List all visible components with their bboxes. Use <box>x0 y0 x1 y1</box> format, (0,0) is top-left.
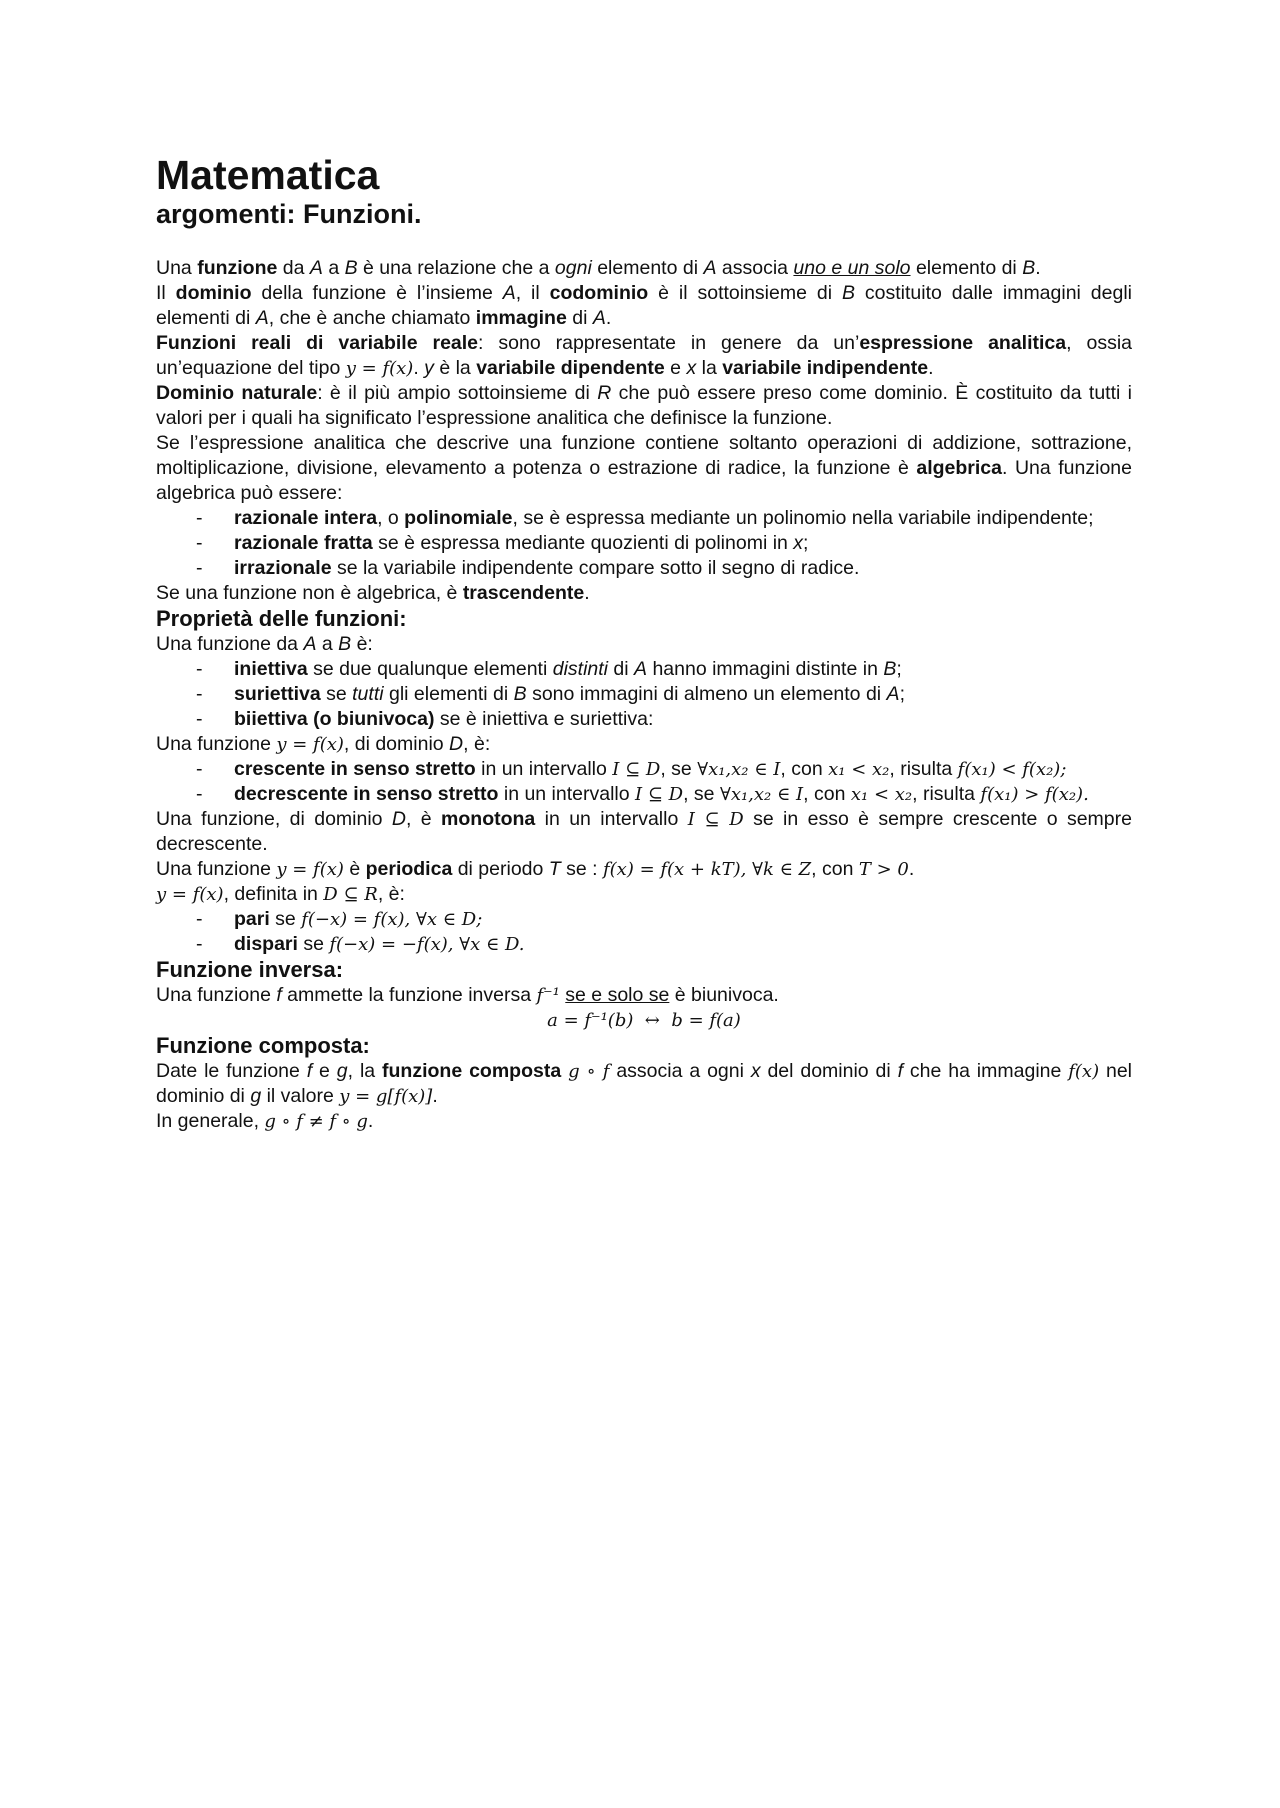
paragraph-pari-intro: y = f(x), definita in D ⊆ R, è: <box>156 883 405 905</box>
document-title: Matematica <box>156 152 380 198</box>
list-item: - razionale intera, o polinomiale, se è espressa mediante un polinomio nella variabile indipendente; <box>156 506 1132 531</box>
heading-proprieta: Proprietà delle funzioni: <box>156 606 407 631</box>
document-content <box>156 152 1132 1134</box>
list-monotonia <box>156 757 1132 807</box>
paragraph-trascendente: Se una funzione non è algebrica, è trascendente. <box>156 582 590 604</box>
paragraph-definizione-funzione: Una funzione da A a B è una relazione che a ogni elemento di A associa uno e un solo elemento di B. <box>156 257 1041 279</box>
list-item: - iniettiva se due qualunque elementi distinti di A hanno immagini distinte in B; <box>156 657 1132 682</box>
list-item: - decrescente in senso stretto in un intervallo I ⊆ D, se ∀x₁,x₂ ∈ I, con x₁ < x₂, risulta f(x₁) > f(x₂). <box>156 782 1132 807</box>
list-proprieta <box>156 657 1132 732</box>
document-subtitle: argomenti: Funzioni. <box>156 199 422 229</box>
formula-inversa: a = f⁻¹(b) ↔ b = f(a) <box>547 1010 741 1031</box>
paragraph-funzioni-reali: Funzioni reali di variabile reale: sono rappresentate in genere da un’espressione analitica, ossia un’equazione del tipo y = f(x). y è la variabile dipendente e x la variabile indipendente. <box>156 332 1133 379</box>
list-item: - biiettiva (o biunivoca) se è iniettiva e suriettiva: <box>156 707 1132 732</box>
list-funzioni-algebriche <box>156 506 1132 581</box>
heading-funzione-inversa: Funzione inversa: <box>156 957 344 982</box>
paragraph-crescente-intro: Una funzione y = f(x), di dominio D, è: <box>156 733 491 755</box>
list-item: - dispari se f(−x) = −f(x), ∀x ∈ D. <box>156 932 1132 957</box>
paragraph-composta: Date le funzione f e g, la funzione composta g ∘ f associa a ogni x del dominio di f che ha immagine f(x) nel dominio di g il valore y = g[f(x)]. <box>156 1060 1132 1107</box>
list-parita <box>156 907 1132 957</box>
heading-funzione-composta: Funzione composta: <box>156 1033 370 1058</box>
list-item: - irrazionale se la variabile indipendente compare sotto il segno di radice. <box>156 556 1132 581</box>
list-item: - suriettiva se tutti gli elementi di B sono immagini di almeno un elemento di A; <box>156 682 1132 707</box>
paragraph-proprieta-intro: Una funzione da A a B è: <box>156 633 373 655</box>
paragraph-dominio-naturale: Dominio naturale: è il più ampio sottoinsieme di R che può essere preso come dominio. È costituito da tutti i valori per i quali ha significato l’espressione analitica che definisce la funzione. <box>156 382 1132 429</box>
list-item: - pari se f(−x) = f(x), ∀x ∈ D; <box>156 907 1132 932</box>
paragraph-dominio: Il dominio della funzione è l’insieme A, il codominio è il sottoinsieme di B costituito dalle immagini degli elementi di A, che è anche chiamato immagine di A. <box>156 282 1132 329</box>
paragraph-monotona: Una funzione, di dominio D, è monotona in un intervallo I ⊆ D se in esso è sempre crescente o sempre decrescente. <box>156 808 1132 855</box>
paragraph-in-generale: In generale, g ∘ f ≠ f ∘ g. <box>156 1110 374 1132</box>
list-item: - razionale fratta se è espressa mediante quozienti di polinomi in x; <box>156 531 1132 556</box>
paragraph-funzione-algebrica: Se l’espressione analitica che descrive una funzione contiene soltanto operazioni di addizione, sottrazione, moltiplicazione, divisione, elevamento a potenza o estrazione di radice, la funzione è algebrica. Una funzione algebrica può essere: <box>156 432 1132 504</box>
paragraph-periodica: Una funzione y = f(x) è periodica di periodo T se : f(x) = f(x + kT), ∀k ∈ Z, con T > 0. <box>156 858 915 880</box>
list-item: - crescente in senso stretto in un intervallo I ⊆ D, se ∀x₁,x₂ ∈ I, con x₁ < x₂, risulta f(x₁) < f(x₂); <box>156 757 1132 782</box>
paragraph-inversa: Una funzione f ammette la funzione inversa f⁻¹ se e solo se è biunivoca. <box>156 984 779 1006</box>
